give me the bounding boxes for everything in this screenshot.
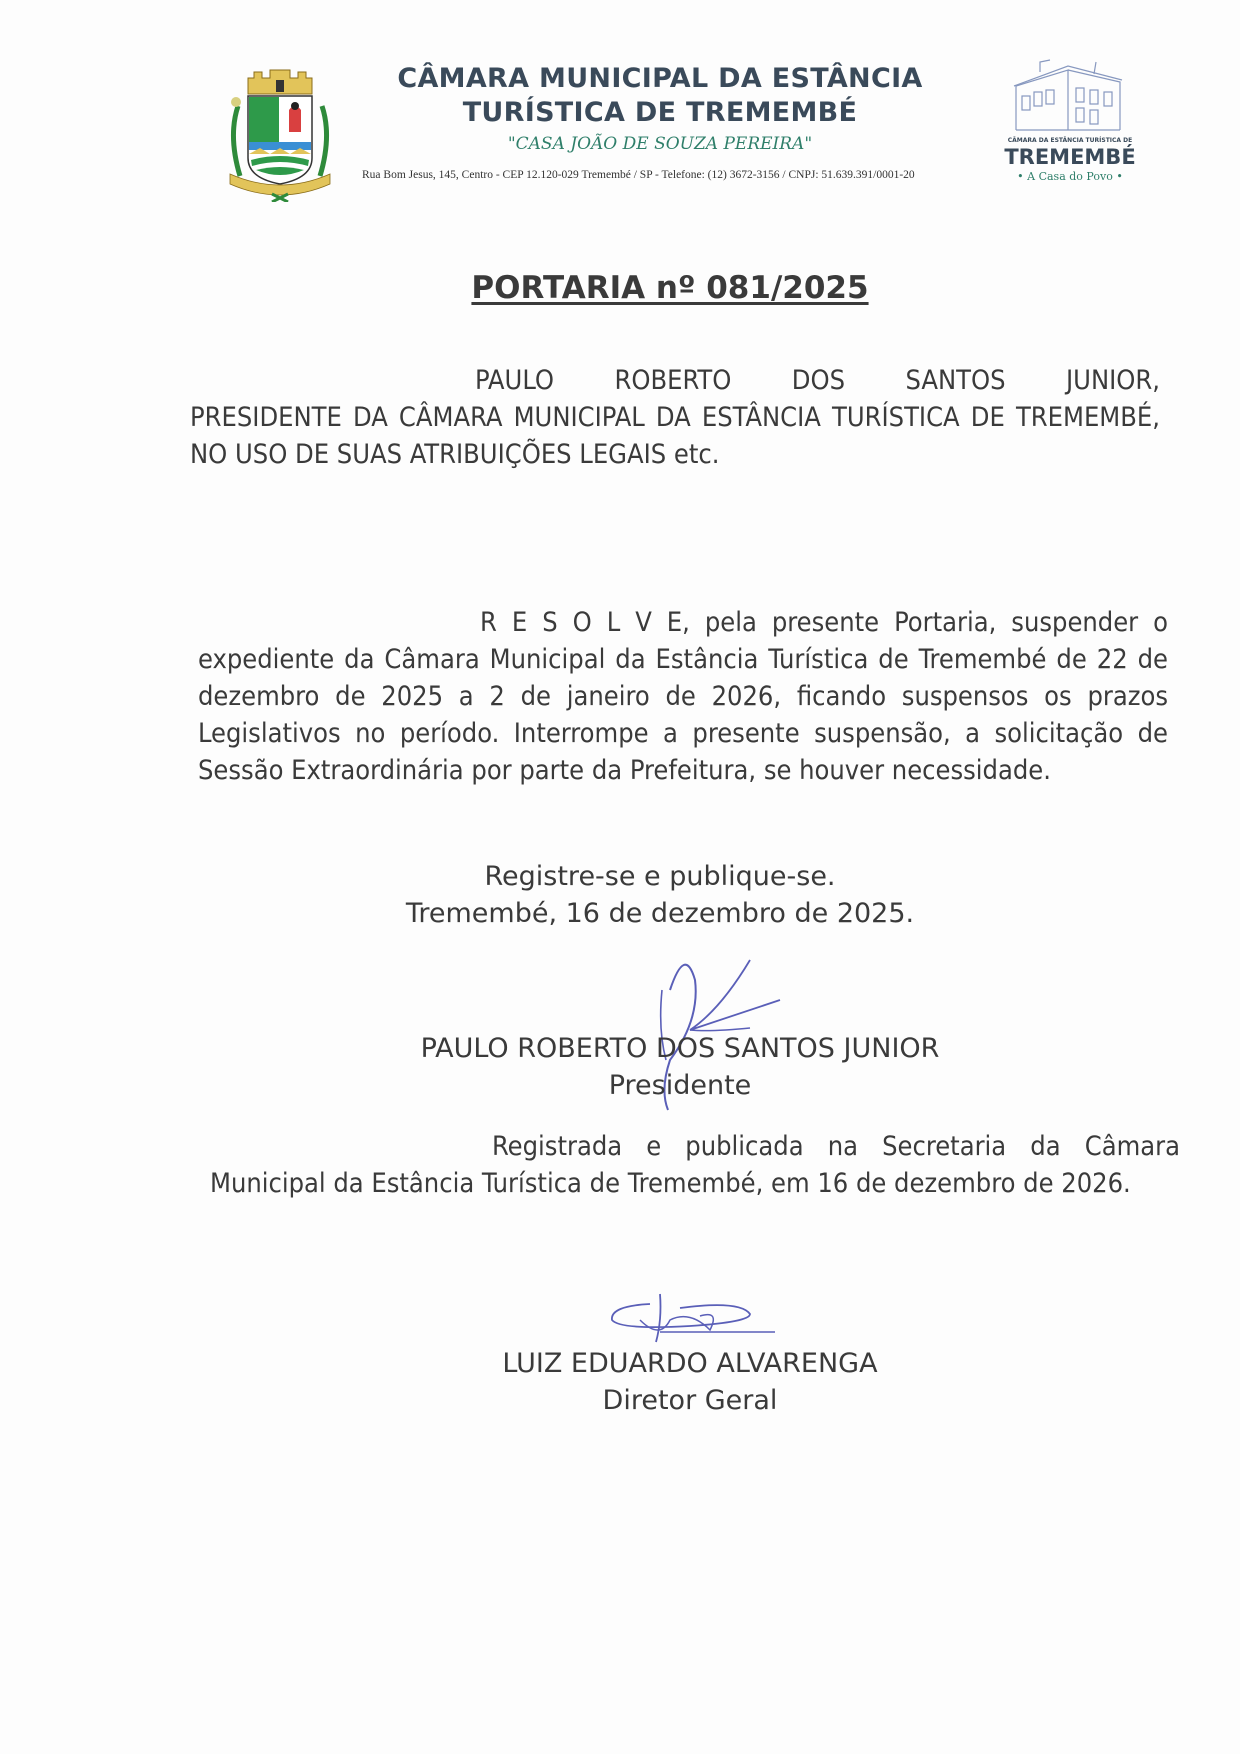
signatory2-role: Diretor Geral: [602, 1385, 778, 1416]
document-title: PORTARIA nº 081/2025: [471, 270, 869, 306]
building-logo-icon: [1010, 52, 1130, 134]
signatory2-name: LUIZ EDUARDO ALVARENGA: [502, 1348, 878, 1379]
signatory1-name: PAULO ROBERTO DOS SANTOS JUNIOR: [420, 1033, 940, 1064]
resolve-paragraph: R E S O L V E, pela presente Portaria, suspender o expediente da Câmara Municipal da Estância Turística de Tremembé de 22 de dezembro de 2025 a 2 de janeiro de 2026, ficando suspensos os prazos Legislativos no período. Interrompe a presente suspensão, a solicitação de Sessão Extraordinária por parte da Prefeitura, se houver necessidade.: [198, 607, 1168, 786]
registration-paragraph: Registrada e publicada na Secretaria da Câmara Municipal da Estância Turística de Tremembé, em 16 de dezembro de 2026.: [210, 1131, 1180, 1199]
closing-register: Registre-se e publique-se.: [484, 861, 836, 892]
right-logo-tagline: • A Casa do Povo •: [1017, 170, 1123, 183]
intro-paragraph: [190, 362, 1160, 473]
director-signature: [600, 1290, 790, 1350]
closing-date: Tremembé, 16 de dezembro de 2025.: [405, 898, 915, 929]
intro-rest: PRESIDENTE DA CÂMARA MUNICIPAL DA ESTÂNCIA TURÍSTICA DE TREMEMBÉ, NO USO DE SUAS ATRIBUIÇÕES LEGAIS etc.: [190, 402, 1160, 470]
institution-subtitle: "CASA JOÃO DE SOUZA PEREIRA": [507, 134, 813, 154]
right-logo-name: TREMEMBÉ: [1004, 145, 1136, 169]
right-logo-caption: CÂMARA DA ESTÂNCIA TURÍSTICA DE: [1007, 137, 1133, 144]
institution-name: [380, 62, 940, 130]
signatory1-role: Presidente: [608, 1070, 752, 1101]
closing-block: [380, 858, 940, 932]
intro-first-line: PAULO ROBERTO DOS SANTOS JUNIOR,: [475, 365, 1160, 396]
coat-of-arms-logo: [218, 66, 342, 202]
signatory1-block: [380, 1030, 980, 1104]
signatory2-block: [440, 1345, 940, 1419]
institution-name-line2: TURÍSTICA DE TREMEMBÉ: [462, 97, 858, 128]
institution-name-line1: CÂMARA MUNICIPAL DA ESTÂNCIA: [397, 63, 923, 94]
institution-address: Rua Bom Jesus, 145, Centro - CEP 12.120-029 Tremembé / SP - Telefone: (12) 3672-3156 / CNPJ: 51.639.391/0001-20: [362, 169, 915, 181]
